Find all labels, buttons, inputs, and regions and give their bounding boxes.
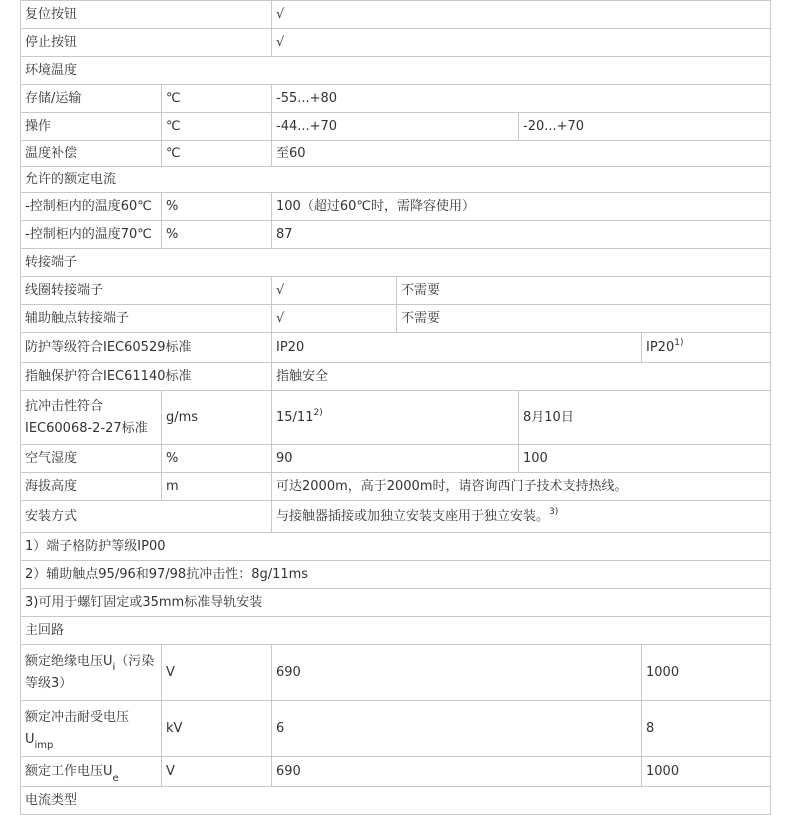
cell-text: -44...+70 — [276, 119, 338, 134]
cell-text: 690 — [276, 764, 301, 779]
cell-r15-c3 — [518, 444, 771, 473]
cell-r17-c0 — [20, 500, 272, 533]
cell-text: ℃ — [166, 146, 181, 161]
cell-r12-c0 — [20, 332, 272, 363]
cell-text: 8月10日 — [523, 410, 574, 425]
cell-text: 不需要 — [401, 311, 441, 326]
cell-r10-c0 — [20, 276, 272, 305]
cell-text: 防护等级符合IEC60529标准 — [25, 340, 192, 355]
subscript: e — [112, 772, 119, 784]
cell-text: 3)可用于螺钉固定或35mm标准导轨安装 — [25, 595, 263, 610]
cell-r9-c0 — [20, 248, 771, 277]
cell-text: 15/11$^{2)}$ — [276, 407, 323, 425]
cell-r10-c2 — [396, 276, 771, 305]
cell-text: % — [166, 451, 179, 466]
cell-text: ℃ — [166, 91, 181, 106]
cell-text: √ — [276, 7, 285, 22]
cell-text: 安装方式 — [25, 509, 78, 524]
cell-text: 690 — [276, 665, 301, 680]
cell-r8-c0 — [20, 220, 162, 249]
cell-text: 可达2000m，高于2000m时，请咨询西门子技术支持热线。 — [276, 479, 628, 494]
cell-r23-c3 — [641, 700, 771, 757]
cell-text: 停止按钮 — [25, 35, 78, 50]
cell-text: 90 — [276, 451, 293, 466]
cell-text: 抗冲击性符合IEC60068-2-27标准 — [25, 398, 148, 436]
cell-r3-c0 — [20, 84, 162, 113]
cell-r14-c0 — [20, 390, 162, 445]
cell-text: 至60 — [276, 146, 306, 161]
cell-text: 额定工作电压$U_e$ — [25, 764, 119, 784]
cell-text: m — [166, 479, 179, 494]
footnote-marker: 1) — [674, 337, 684, 348]
cell-text: 指触安全 — [276, 369, 329, 384]
cell-text: IP20$^{1)}$ — [646, 337, 684, 355]
cell-text: 复位按钮 — [25, 7, 78, 22]
cell-text: -55...+80 — [276, 91, 338, 106]
cell-r22-c2 — [271, 644, 642, 701]
cell-r5-c0 — [20, 140, 162, 167]
cell-text: √ — [276, 35, 285, 50]
cell-text: 存储/运输 — [25, 91, 82, 106]
cell-r16-c2 — [271, 472, 771, 501]
cell-r16-c1 — [161, 472, 272, 501]
cell-r7-c1 — [161, 192, 272, 221]
cell-r24-c3 — [641, 756, 771, 787]
cell-text: IP20 — [276, 340, 305, 355]
cell-text: 87 — [276, 227, 293, 242]
cell-text: √ — [276, 283, 285, 298]
cell-text: 主回路 — [25, 623, 65, 638]
cell-text-after: （污染等级3） — [25, 653, 155, 691]
subscript: i — [112, 662, 116, 674]
cell-text: 海拔高度 — [25, 479, 78, 494]
cell-r18-c0 — [20, 532, 771, 561]
cell-text: 空气湿度 — [25, 451, 78, 466]
cell-text: -控制柜内的温度70℃ — [25, 227, 152, 242]
cell-r11-c1 — [271, 304, 397, 333]
cell-r0-c1 — [271, 0, 771, 29]
cell-r11-c0 — [20, 304, 272, 333]
cell-r14-c2 — [271, 390, 519, 445]
cell-r4-c3 — [518, 112, 771, 141]
cell-r17-c1 — [271, 500, 771, 533]
cell-r8-c2 — [271, 220, 771, 249]
cell-text: V — [166, 764, 175, 779]
cell-text: 与接触器插接或加独立安装支座用于独立安装。$^{3)}$ — [276, 506, 559, 524]
cell-text: 额定绝缘电压$U_i$（污染等级3） — [25, 653, 155, 691]
cell-text: 1000 — [646, 665, 680, 680]
cell-r7-c2 — [271, 192, 771, 221]
cell-r15-c2 — [271, 444, 519, 473]
cell-r22-c3 — [641, 644, 771, 701]
cell-text: √ — [276, 311, 285, 326]
subscript: imp — [34, 740, 54, 752]
cell-r23-c0 — [20, 700, 162, 757]
cell-text: 电流类型 — [25, 793, 78, 808]
cell-text: 1000 — [646, 764, 680, 779]
cell-r6-c0 — [20, 166, 771, 193]
cell-r7-c0 — [20, 192, 162, 221]
cell-text: 额定冲击耐受电压$U_{imp}$ — [25, 709, 130, 752]
cell-text: 100 — [523, 451, 548, 466]
cell-text: 100（超过60℃时，需降容使用） — [276, 199, 475, 214]
cell-text: 1）端子格防护等级IP00 — [25, 539, 166, 554]
footnote-marker: 2) — [313, 407, 323, 418]
cell-r5-c2 — [271, 140, 771, 167]
cell-text: 8 — [646, 721, 655, 736]
cell-text: 线圈转接端子 — [25, 283, 104, 298]
cell-text: 允许的额定电流 — [25, 172, 117, 187]
cell-r4-c0 — [20, 112, 162, 141]
cell-text: 温度补偿 — [25, 146, 78, 161]
cell-r1-c1 — [271, 28, 771, 57]
cell-r1-c0 — [20, 28, 272, 57]
cell-text: -控制柜内的温度60℃ — [25, 199, 152, 214]
cell-r15-c1 — [161, 444, 272, 473]
cell-r3-c2 — [271, 84, 771, 113]
cell-text: 指触保护符合IEC61140标准 — [25, 369, 192, 384]
cell-r14-c3 — [518, 390, 771, 445]
cell-r11-c2 — [396, 304, 771, 333]
cell-text: % — [166, 227, 179, 242]
cell-text: 6 — [276, 721, 285, 736]
cell-text: g/ms — [166, 410, 199, 425]
cell-r0-c0 — [20, 0, 272, 29]
cell-r25-c0 — [20, 786, 771, 815]
cell-r13-c1 — [271, 362, 771, 391]
cell-r16-c0 — [20, 472, 162, 501]
cell-text: 操作 — [25, 119, 52, 134]
cell-text: 不需要 — [401, 283, 441, 298]
cell-r21-c0 — [20, 616, 771, 645]
cell-r19-c0 — [20, 560, 771, 589]
cell-text: 转接端子 — [25, 255, 78, 270]
cell-r10-c1 — [271, 276, 397, 305]
cell-r12-c1 — [271, 332, 642, 363]
cell-text: -20...+70 — [523, 119, 585, 134]
cell-r13-c0 — [20, 362, 272, 391]
cell-r24-c2 — [271, 756, 642, 787]
cell-r23-c2 — [271, 700, 642, 757]
cell-r3-c1 — [161, 84, 272, 113]
cell-r24-c0 — [20, 756, 162, 787]
cell-text: kV — [166, 721, 183, 736]
cell-r24-c1 — [161, 756, 272, 787]
cell-r8-c1 — [161, 220, 272, 249]
cell-r22-c1 — [161, 644, 272, 701]
cell-text: 环境温度 — [25, 63, 78, 78]
cell-text: % — [166, 199, 179, 214]
cell-text: V — [166, 665, 175, 680]
cell-text: ℃ — [166, 119, 181, 134]
footnote-marker: 3) — [549, 506, 559, 517]
cell-r12-c2 — [641, 332, 771, 363]
cell-r4-c1 — [161, 112, 272, 141]
cell-r20-c0 — [20, 588, 771, 617]
cell-r5-c1 — [161, 140, 272, 167]
cell-r23-c1 — [161, 700, 272, 757]
cell-r22-c0 — [20, 644, 162, 701]
cell-r2-c0 — [20, 56, 771, 85]
cell-r4-c2 — [271, 112, 519, 141]
cell-text: 辅助触点转接端子 — [25, 311, 130, 326]
cell-r15-c0 — [20, 444, 162, 473]
cell-text: 2）辅助触点95/96和97/98抗冲击性：8g/11ms — [25, 567, 309, 582]
cell-r14-c1 — [161, 390, 272, 445]
